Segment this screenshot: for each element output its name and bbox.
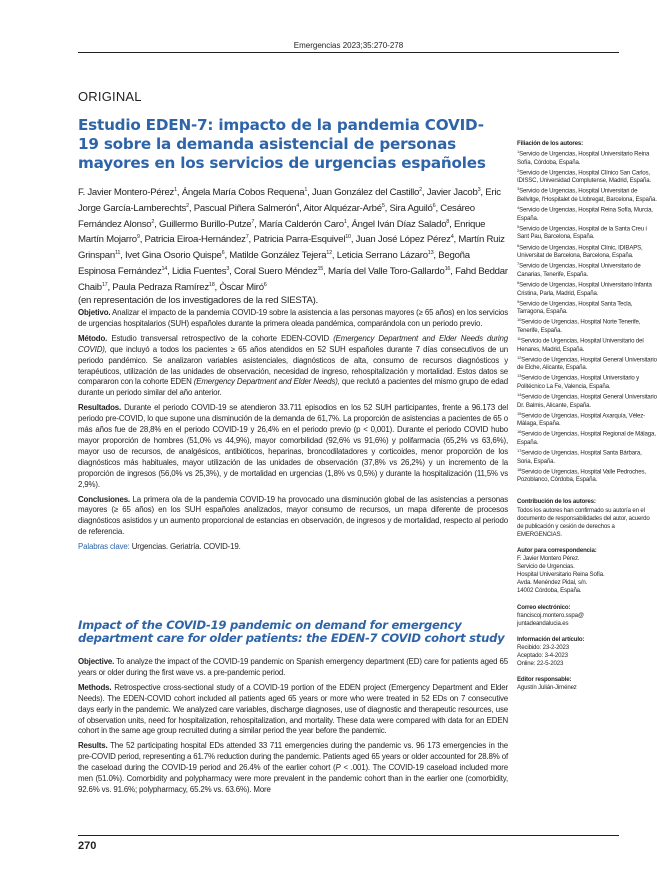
affiliation-item: $^{13}$Servicio de Urgencias, Hospital Universitario y Politécnico La Fe, Valencia, España. [517, 373, 640, 390]
author-name: F. Javier Montero-Pérez [78, 187, 175, 198]
author-name: María del Valle Toro-Gallardo [327, 265, 445, 277]
page-number: 270 [78, 840, 97, 852]
abstract-results [78, 741, 508, 796]
objective-text: To analyze the impact of the COVID-19 pandemic on Spanish emergency department (ED) care for patients aged 65 years or older during the first wave vs. a pre-pandemic period. [78, 657, 508, 677]
affiliation-marker: 13 [427, 250, 434, 257]
affiliation-item: $^{18}$Servicio de Urgencias, Hospital Valle Pedroches, Pozoblanco, Córdoba, España. [517, 466, 646, 484]
affiliation-item: $^{15}$Servicio de Urgencias, Hospital Axarquía, Vélez-Málaga, España. [517, 410, 646, 428]
affiliation-number: 8 [517, 279, 520, 285]
affiliation-number: 5 [517, 223, 520, 229]
author-name: Ángela María Cobos Requena [181, 187, 305, 198]
article-title-es: Estudio EDEN-7: impacto de la pandemia COVID-19 sobre la demanda asistencial de personas mayores en los servicios de urgencias españoles [78, 116, 486, 172]
affiliation-marker: 9 [136, 234, 140, 241]
abstract-metodo [78, 334, 508, 399]
affiliation-marker: 1 [174, 187, 177, 193]
affiliation-marker: 8 [446, 218, 450, 225]
affiliation-item: $^4$Servicio de Urgencias, Hospital Reina Sofía, Murcia, España. [517, 205, 653, 222]
affiliation-number: 9 [517, 298, 520, 304]
affiliation-item: $^2$Servicio de Urgencias, Hospital Clínico San Carlos, IDISSC, Universidad Complutense, Madrid, España. [517, 167, 652, 185]
metodo-text-a: Estudio transversal retrospectivo de la cohorte EDEN-COVID [111, 333, 330, 343]
email-link[interactable] [517, 612, 657, 628]
contribution-block [517, 498, 657, 538]
sidebar [517, 140, 657, 700]
affiliation-number: 12 [517, 354, 522, 360]
affiliations-label: Filiación de los autores: [517, 140, 584, 147]
affiliation-marker: 2 [419, 187, 422, 193]
author-name: Patricia Eiroa-Hernández [144, 234, 246, 246]
affiliation-marker: 3 [226, 265, 230, 272]
objetivo-text: Analizar el impacto de la pandemia COVID-19 sobre la asistencia a las personas mayores (≥ 65 años) en los servicios de urgencias hospitalarios (SUH) españoles durante la primera oleada pandémica, comparándola con un periodo previo. [78, 308, 509, 328]
editor-block [517, 676, 657, 692]
author-name: Eric Jorge García-Lamberechts [78, 187, 501, 214]
affiliation-marker: 18 [208, 281, 215, 288]
correspondence-block [517, 547, 657, 596]
affiliation-item: $^6$Servicio de Urgencias, Hospital Clínic, IDIBAPS, Universitat de Barcelona, Barcelona, España. [517, 242, 643, 260]
group-note: (en representación de los investigadores de la red SIESTA). [78, 294, 318, 306]
author-name: Ivet Gina Osorio Quispe [125, 250, 222, 262]
affiliation-marker: 12 [326, 250, 332, 257]
results-p: P [335, 763, 341, 773]
affiliation-marker: 14 [161, 265, 168, 272]
affiliation-marker: 17 [101, 281, 108, 288]
author-name: Matilde González Tejera [229, 250, 327, 262]
affiliation-marker: 7 [251, 218, 255, 225]
affiliation-marker: 11 [114, 250, 121, 257]
author-name: Cesáreo Fernández Alonso [78, 202, 475, 230]
abstract-resultados [78, 403, 508, 490]
author-name: Òscar Miró [219, 281, 264, 293]
affiliation-number: 1 [517, 149, 520, 155]
objective-label: Objective. [78, 657, 115, 666]
affiliation-number: 10 [517, 317, 522, 323]
correspondence-label: Autor para correspondencia: [517, 546, 597, 554]
affiliation-item: $^{17}$Servicio de Urgencias, Hospital Santa Bárbara, Soria, España. [517, 448, 642, 465]
author-name: Juan José López Pérez [355, 234, 451, 246]
abstract-objective [78, 657, 508, 679]
affiliation-marker: 10 [345, 234, 351, 241]
abstract-conclusiones [78, 495, 508, 539]
author-name: Martín Ruiz Grinspan [78, 234, 505, 262]
affiliation-marker: 3 [477, 187, 481, 193]
author-list: F. Javier Montero-Pérez$^1$, Ángela María Cobos Requena$^1$, Juan González del Castillo$^2$, Javier Jacob$^3$, Eric Jorge García-Lamberechts$^2$, Pascual Piñera Salmerón$^4$, Aitor Alquézar-Arbé$^5$, Sira Aguiló$^6$, Cesáreo Fernández Alonso$^2$, Guillermo Burillo-Putze$^7$, María Calderón Caro$^1$, Ángel Iván Díaz Salado$^8$, Enrique Martín Mojarro$^9$, Patricia Eiroa-Hernández$^7$, Patricia Parra-Esquivel$^{10}$, Juan José López Pérez$^4$, Martín Ruiz Grinspan$^{11}$, Ivet Gina Osorio Quispe$^6$, Matilde González Tejera$^{12}$, Leticia Serrano Lázaro$^{13}$, Begoña Espinosa Fernández$^{14}$, Lidia Fuentes$^3$, Coral Suero Méndez$^{15}$, María del Valle Toro-Gallardo$^{16}$, Fahd Beddar Chaib$^{17}$, Paula Pedraza Ramírez$^{18}$, Òscar Miró$^6$ (en representación de los investigadores de la red SIESTA). [78, 187, 508, 306]
affiliation-number: 6 [517, 242, 520, 248]
section-label: ORIGINAL [78, 89, 142, 104]
affiliation-number: 16 [517, 429, 522, 435]
footer-rule [78, 835, 619, 836]
results-text-a: The 52 participating hospital EDs attended 33 711 emergencies during the pandemic vs. 96 173 emergencies in the pre-COVID period, representing a 61.7% reduction during the pandemic. Patients aged 65 years or older accounted for 28.8% of the caseload during the COVID-19 period and 26.4% of the earlier cohort ( [78, 741, 508, 773]
affiliation-marker: 1 [343, 218, 347, 225]
affiliation-marker: 16 [444, 265, 451, 272]
abstract-objetivo [78, 308, 508, 330]
correspondence-line: Servicio de Urgencias. [517, 563, 575, 571]
article-title-en: Impact of the COVID-19 pandemic on demand for emergency department care for older patients: the EDEN-7 COVID cohort study [78, 618, 505, 645]
affiliation-marker: 6 [432, 202, 436, 209]
affiliation-marker: 4 [296, 202, 300, 209]
author-name: Patricia Parra-Esquivel [253, 234, 346, 246]
editor-label: Editor responsable: [517, 676, 572, 684]
author-name: Pascual Piñera Salmerón [193, 202, 297, 214]
conclusiones-label: Conclusiones. [78, 494, 130, 504]
email-line: juntadeandalucia.es [517, 619, 569, 627]
affiliation-number: 4 [517, 205, 520, 211]
correspondence-line: Avda. Menéndez Pidal, s/n. [517, 579, 588, 587]
contribution-text: Todos los autores han confirmado su autoría en el documento de responsabilidades del autor, acuerdo de publicación y cesión de derechos a EMERGENCIAS. [517, 506, 650, 538]
affiliation-item: $^{16}$Servicio de Urgencias, Hospital Regional de Málaga, España. [517, 429, 656, 446]
affiliation-number: 17 [517, 448, 522, 454]
article-info-label: Información del artículo: [517, 635, 585, 643]
affiliation-marker: 15 [317, 265, 324, 272]
author-name: Begoña Espinosa Fernández [78, 250, 470, 277]
metodo-text-c: que reclutó a pacientes del mismo grupo de edad durante un periodo similar del año anterior. [78, 377, 509, 398]
metodo-label: Método. [78, 333, 108, 343]
affiliation-item: $^3$Servicio de Urgencias, Hospital Universitari de Bellvitge, l'Hospitalet de Llobregat, Barcelona, España. [517, 186, 657, 204]
correspondence-line: F. Javier Montero Pérez. [517, 555, 580, 563]
affiliation-number: 14 [517, 392, 522, 398]
keywords [78, 542, 508, 553]
keywords-label: Palabras clave: [78, 542, 130, 552]
affiliation-number: 11 [517, 335, 521, 341]
affiliation-marker: 2 [186, 202, 189, 209]
affiliation-marker: 6 [221, 250, 225, 257]
affiliation-item: $^9$Servicio de Urgencias, Hospital Santa Tecla, Tarragona, España. [517, 298, 633, 316]
author-name: Sira Aguiló [389, 202, 433, 214]
affiliations-list [517, 148, 657, 484]
accepted-date: Aceptado: 3-4-2023 [517, 651, 568, 659]
affiliation-item: $^{14}$Servicio de Urgencias, Hospital General Universitario Dr. Balmis, Alicante, España. [517, 392, 657, 409]
methods-label: Methods. [78, 682, 112, 692]
affiliation-number: 18 [517, 466, 522, 472]
affiliation-item: $^{11}$Servicio de Urgencias, Hospital Universitario del Henares, Madrid, España. [517, 335, 644, 353]
author-name: Ángel Iván Díaz Salado [351, 218, 447, 230]
affiliation-number: 3 [517, 186, 520, 192]
author-name: Juan González del Castillo [311, 187, 420, 198]
affiliation-number: 15 [517, 410, 522, 416]
author-name: Guillermo Burillo-Putze [159, 218, 252, 230]
received-date: Recibido: 23-2-2023 [517, 643, 570, 651]
editor-name: Agustín Julián-Jiménez [517, 684, 577, 692]
email-line: franciscoj.montero.sspa@ [517, 611, 584, 619]
author-name: Lidia Fuentes [171, 265, 227, 277]
author-name: Paula Pedraza Ramírez [112, 281, 209, 293]
author-name: Fahd Beddar Chaib [78, 265, 508, 293]
resultados-text: Durante el periodo COVID-19 se atendieron 33.711 episodios en los 52 SUH participantes, frente a 96.173 del periodo pre-COVID, lo que supone una disminución de la demanda de 61,7%. La proporción de asistencias a pacientes de 65 o más años fue de 28,8% en el periodo COVID-19 y 26,4% en el periodo previo (p < 0,001). Durante el periodo COVID hubo mayor proporción de hombres (51,0% vs 44,9%), mayor comorbilidad (92,6% vs 91,6%) y polifarmacia (65,2% vs 63,6%), mayor uso de recursos, de analgésicos, antibióticos, heparinas, broncodilatadores y corticoides, menor proporción de los diagnósticos más habituales, mayor utilización de las unidades de observación (37,8% vs 26,2%) y un incremento de la proporción de ingresos (56,0% vs 25,3%), y de mortalidad en urgencias (1,8% vs 0,5%) y durante la hospitalización (11,5% vs 2,9%). [78, 403, 508, 489]
abstract-methods [78, 683, 508, 738]
methods-text: Retrospective cross-sectional study of a COVID-19 portion of the EDEN project (Emergency Department and Elder Needs). The EDEN-COVID cohort included all patients aged 65 years or more who were treated in 52 EDs on 7 consecutive days early in the pandemic. We analyzed care variables, discharge diagnoses, use of diagnostic and therapeutic resources, use of observation units, need for hospitalization, rehospitalization, and mortality. These data were compared with data for an EDEN cohort in the same age group recruited during a similar period the year before the pandemic. [78, 682, 509, 736]
affiliation-item: $^8$Servicio de Urgencias, Hospital Universitario Infanta Cristina, Parla, Madrid, España. [517, 279, 652, 297]
affiliation-item: $^{12}$Servicio de Urgencias, Hospital General Universitario de Elche, Alicante, España. [517, 354, 657, 372]
results-label: Results. [78, 741, 108, 751]
affiliations-block [517, 140, 657, 484]
author-name: María Calderón Caro [259, 218, 344, 230]
affiliation-marker: 7 [245, 234, 249, 241]
metodo-text-b: que incluyó a todos los pacientes ≥ 65 años atendidos en 52 SUH españoles durante 7 días consecutivos de un periodo pandémico. Se analizaron variables asistenciales, diagnósticos de alta, consumo de recursos diagnósticos y terapéuticos, utilización de las unidades de observación, necesidad de ingreso, rehospitalización y mortalidad. Estos datos se compararon con la cohorte EDEN [78, 344, 508, 387]
objetivo-label: Objetivo. [78, 308, 111, 317]
affiliation-number: 13 [517, 373, 522, 379]
contribution-label: Contribución de los autores: [517, 498, 596, 506]
running-head: Emergencias 2023;35:270-278 [293, 41, 404, 50]
metodo-text-b-italic: (Emergency Department and Elder Needs), [193, 377, 340, 387]
affiliation-item: $^7$Servicio de Urgencias, Hospital Universitario de Canarias, Tenerife, España. [517, 261, 641, 278]
affiliation-item: $^5$Servicio de Urgencias, Hospital de la Santa Creu i Sant Pau, Barcelona, España. [517, 223, 647, 241]
abstract-en [78, 657, 508, 800]
results-text-b: < .001). The COVID-19 caseload included more men (51.0%). Comorbidity and polypharmacy were more prevalent in the pandemic cohort than in the earlier one (comorbidity, 92.6% vs. 91.6%; polypharmacy, 65.2% vs. 63.6%). More [78, 763, 509, 794]
abstract-es [78, 308, 508, 557]
online-date: Online: 22-5-2023 [517, 660, 564, 668]
email-label: Correo electrónico: [517, 603, 571, 611]
correspondence-line: Hospital Universitario Reina Sofía. [517, 571, 605, 579]
affiliation-number: 7 [517, 261, 520, 267]
conclusiones-text: La primera ola de la pandemia COVID-19 ha provocado una disminución global de las asistencias a personas mayores (≥ 65 años) en los SUH españoles analizados, mayor consumo de recursos, un mapa diferente de procesos diagnósticos asistidos y un aumento proporcional de estancias en observación, de ingresos y de mortalidad, respecto al periodo de referencia. [78, 494, 508, 537]
author-name: Leticia Serrano Lázaro [336, 250, 428, 262]
correspondence-line: 14002 Córdoba, España. [517, 587, 582, 595]
affiliation-number: 2 [517, 167, 520, 173]
article-info-block [517, 636, 657, 668]
author-name: Aitor Alquézar-Arbé [303, 202, 382, 214]
affiliation-marker: 1 [304, 187, 308, 193]
metodo-text-a-italic: (Emergency Department and Elder Needs during COVID), [78, 333, 509, 354]
author-name: Coral Suero Méndez [233, 265, 318, 277]
header-rule [78, 52, 619, 53]
affiliation-marker: 5 [381, 202, 385, 209]
author-name: Javier Jacob [426, 187, 478, 198]
email-block [517, 604, 657, 628]
affiliation-marker: 2 [151, 218, 155, 225]
affiliation-marker: 4 [450, 234, 454, 241]
affiliation-item: $^{10}$Servicio de Urgencias, Hospital Norte Tenerife, Tenerife, España. [517, 317, 641, 334]
author-name: Enrique Martín Mojarro [78, 218, 486, 246]
affiliation-item: $^1$Servicio de Urgencias, Hospital Universitario Reina Sofía, Córdoba, España. [517, 149, 650, 166]
affiliation-marker: 6 [263, 281, 267, 288]
resultados-label: Resultados. [78, 403, 122, 413]
keywords-text: Urgencias. Geriatría. COVID-19. [131, 542, 241, 552]
